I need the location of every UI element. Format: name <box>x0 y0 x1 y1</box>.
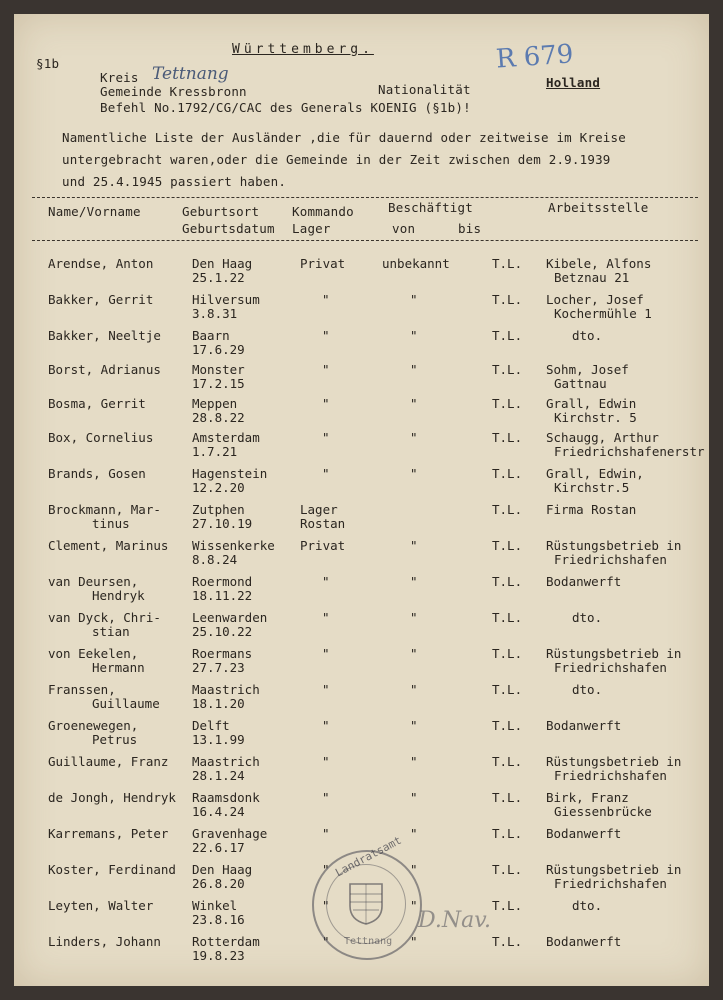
kommando-cell: " <box>322 328 330 343</box>
birthplace-cell: Leenwarden <box>192 610 268 625</box>
birthdate-cell: 22.6.17 <box>192 840 245 855</box>
bis-cell: T.L. <box>492 754 523 769</box>
von-cell: " <box>410 328 418 343</box>
corner-code: §1b <box>36 56 60 71</box>
col-geburtsort: Geburtsort <box>182 204 260 219</box>
birthdate-cell: 1.7.21 <box>192 444 238 459</box>
kommando-cell: " <box>322 430 330 445</box>
kommando-cell: " <box>322 292 330 307</box>
birthplace-cell: Roermond <box>192 574 253 589</box>
birthdate-cell: 16.4.24 <box>192 804 245 819</box>
befehl-line: Befehl No.1792/CG/CAC des Generals KOENIG (§1b)! <box>100 100 471 115</box>
table-row <box>14 256 709 292</box>
kreis-label: Kreis <box>100 70 139 85</box>
table-row <box>14 754 709 790</box>
bis-cell: T.L. <box>492 826 523 841</box>
name-cell: Karremans, Peter <box>48 826 169 841</box>
name-cell-continued: Petrus <box>92 732 138 747</box>
kommando-cell: " <box>322 826 330 841</box>
name-cell: Box, Cornelius <box>48 430 154 445</box>
birthplace-cell: Hagenstein <box>192 466 268 481</box>
name-cell: van Dyck, Chri- <box>48 610 161 625</box>
kreis-handwritten: Tettnang <box>152 64 229 84</box>
col-bis: bis <box>458 221 482 236</box>
birthplace-cell: Hilversum <box>192 292 260 307</box>
von-cell: " <box>410 430 418 445</box>
birthplace-cell: Meppen <box>192 396 238 411</box>
arbeitsstelle-cell: dto. <box>572 898 603 913</box>
von-cell: " <box>410 862 418 877</box>
bis-cell: T.L. <box>492 682 523 697</box>
birthplace-cell: Monster <box>192 362 245 377</box>
col-von: von <box>392 221 416 236</box>
arbeitsstelle-cell: Locher, Josef <box>546 292 644 307</box>
birthdate-cell: 18.1.20 <box>192 696 245 711</box>
table-row <box>14 610 709 646</box>
von-cell: " <box>410 826 418 841</box>
arbeitsstelle-cell-continued: Kirchstr. 5 <box>554 410 637 425</box>
kommando-cell-continued: Rostan <box>300 516 346 531</box>
kommando-cell: " <box>322 396 330 411</box>
arbeitsstelle-cell-continued: Gattnau <box>554 376 607 391</box>
birthplace-cell: Raamsdonk <box>192 790 260 805</box>
birthdate-cell: 26.8.20 <box>192 876 245 891</box>
name-cell: Bakker, Neeltje <box>48 328 161 343</box>
col-arbeitsstelle: Arbeitsstelle <box>548 200 649 215</box>
table-row <box>14 502 709 538</box>
kommando-cell: Privat <box>300 256 346 271</box>
von-cell: " <box>410 790 418 805</box>
von-cell: " <box>410 396 418 411</box>
arbeitsstelle-cell-continued: Friedrichshafenerstr <box>554 444 705 459</box>
intro-line-2: untergebracht waren,oder die Gemeinde in der Zeit zwischen dem 2.9.1939 <box>62 152 611 167</box>
arbeitsstelle-cell: Bodanwerft <box>546 574 622 589</box>
arbeitsstelle-cell: Bodanwerft <box>546 718 622 733</box>
bis-cell: T.L. <box>492 430 523 445</box>
von-cell: " <box>410 538 418 553</box>
bis-cell: T.L. <box>492 362 523 377</box>
arbeitsstelle-cell: Rüstungsbetrieb in <box>546 646 682 661</box>
name-cell-continued: Hermann <box>92 660 145 675</box>
birthdate-cell: 23.8.16 <box>192 912 245 927</box>
birthdate-cell: 25.1.22 <box>192 270 245 285</box>
stamp-top-text: Landratsamt <box>333 833 404 880</box>
von-cell: " <box>410 574 418 589</box>
table-row <box>14 292 709 328</box>
birthplace-cell: Baarn <box>192 328 230 343</box>
col-kommando: Kommando <box>292 204 354 219</box>
birthplace-cell: Amsterdam <box>192 430 260 445</box>
birthdate-cell: 19.8.23 <box>192 948 245 963</box>
birthplace-cell: Maastrich <box>192 682 260 697</box>
bis-cell: T.L. <box>492 718 523 733</box>
von-cell: " <box>410 682 418 697</box>
intro-line-3: und 25.4.1945 passiert haben. <box>62 174 287 189</box>
table-row <box>14 362 709 398</box>
arbeitsstelle-cell: Sohm, Josef <box>546 362 629 377</box>
kommando-cell: " <box>322 574 330 589</box>
arbeitsstelle-cell: Grall, Edwin <box>546 396 637 411</box>
nationalitaet-value: Holland <box>546 75 601 90</box>
birthdate-cell: 12.2.20 <box>192 480 245 495</box>
birthplace-cell: Delft <box>192 718 230 733</box>
bis-cell: T.L. <box>492 538 523 553</box>
birthdate-cell: 17.6.29 <box>192 342 245 357</box>
signature: D.Nav. <box>418 908 492 933</box>
kommando-cell: " <box>322 646 330 661</box>
arbeitsstelle-cell: Firma Rostan <box>546 502 637 517</box>
arbeitsstelle-cell-continued: Giessenbrücke <box>554 804 652 819</box>
birthplace-cell: Maastrich <box>192 754 260 769</box>
table-row <box>14 328 709 364</box>
gemeinde: Gemeinde Kressbronn <box>100 84 247 99</box>
birthplace-cell: Den Haag <box>192 862 253 877</box>
name-cell: Bosma, Gerrit <box>48 396 146 411</box>
name-cell: Brands, Gosen <box>48 466 146 481</box>
nationalitaet-label: Nationalität <box>378 82 471 97</box>
header-divider-bottom <box>32 240 698 241</box>
bis-cell: T.L. <box>492 898 523 913</box>
name-cell: Linders, Johann <box>48 934 161 949</box>
bis-cell: T.L. <box>492 502 523 517</box>
table-row <box>14 396 709 432</box>
birthdate-cell: 28.1.24 <box>192 768 245 783</box>
arbeitsstelle-cell-continued: Friedrichshafen <box>554 876 667 891</box>
arbeitsstelle-cell: Grall, Edwin, <box>546 466 644 481</box>
table-row <box>14 430 709 466</box>
von-cell: " <box>410 754 418 769</box>
birthdate-cell: 27.7.23 <box>192 660 245 675</box>
table-row <box>14 574 709 610</box>
birthdate-cell: 3.8.31 <box>192 306 238 321</box>
name-cell: Arendse, Anton <box>48 256 154 271</box>
name-cell-continued: stian <box>92 624 130 639</box>
name-cell: Borst, Adrianus <box>48 362 161 377</box>
name-cell: Leyten, Walter <box>48 898 154 913</box>
birthdate-cell: 13.1.99 <box>192 732 245 747</box>
name-cell: Clement, Marinus <box>48 538 169 553</box>
kommando-cell: " <box>322 682 330 697</box>
birthdate-cell: 17.2.15 <box>192 376 245 391</box>
kommando-cell: " <box>322 754 330 769</box>
name-cell: Brockmann, Mar- <box>48 502 161 517</box>
bis-cell: T.L. <box>492 292 523 307</box>
kommando-cell: " <box>322 934 330 949</box>
von-cell: " <box>410 362 418 377</box>
name-cell: van Deursen, <box>48 574 139 589</box>
table-row <box>14 790 709 826</box>
arbeitsstelle-cell: Rüstungsbetrieb in <box>546 862 682 877</box>
table-row <box>14 718 709 754</box>
name-cell: Groenewegen, <box>48 718 139 733</box>
bis-cell: T.L. <box>492 466 523 481</box>
table-row <box>14 682 709 718</box>
col-geburtsdatum: Geburtsdatum <box>182 221 275 236</box>
arbeitsstelle-cell-continued: Friedrichshafen <box>554 768 667 783</box>
archive-mark: R 679 <box>495 39 575 75</box>
kommando-cell: " <box>322 898 330 913</box>
von-cell: unbekannt <box>382 256 450 271</box>
von-cell: " <box>410 292 418 307</box>
header-divider-top <box>32 197 698 198</box>
kommando-cell: " <box>322 610 330 625</box>
kommando-cell: " <box>322 718 330 733</box>
arbeitsstelle-cell: Bodanwerft <box>546 826 622 841</box>
von-cell: " <box>410 718 418 733</box>
arbeitsstelle-cell-continued: Kochermühle 1 <box>554 306 652 321</box>
table-row <box>14 538 709 574</box>
kommando-cell: Lager <box>300 502 338 517</box>
birthdate-cell: 27.10.19 <box>192 516 253 531</box>
name-cell: Guillaume, Franz <box>48 754 169 769</box>
col-name: Name/Vorname <box>48 204 141 219</box>
birthplace-cell: Zutphen <box>192 502 245 517</box>
intro-line-1: Namentliche Liste der Ausländer ,die für dauernd oder zeitweise im Kreise <box>62 130 626 145</box>
arbeitsstelle-cell-continued: Betznau 21 <box>554 270 630 285</box>
von-cell: " <box>410 610 418 625</box>
col-lager: Lager <box>292 221 331 236</box>
bis-cell: T.L. <box>492 574 523 589</box>
birthdate-cell: 25.10.22 <box>192 624 253 639</box>
von-cell: " <box>410 934 418 949</box>
arbeitsstelle-cell: Rüstungsbetrieb in <box>546 538 682 553</box>
kommando-cell: " <box>322 790 330 805</box>
arbeitsstelle-cell: Bodanwerft <box>546 934 622 949</box>
birthplace-cell: Rotterdam <box>192 934 260 949</box>
table-row <box>14 466 709 502</box>
arbeitsstelle-cell: Rüstungsbetrieb in <box>546 754 682 769</box>
document-page <box>14 14 709 986</box>
arbeitsstelle-cell: dto. <box>572 328 603 343</box>
bis-cell: T.L. <box>492 646 523 661</box>
bis-cell: T.L. <box>492 256 523 271</box>
official-stamp <box>312 833 422 960</box>
name-cell: de Jongh, Hendryk <box>48 790 176 805</box>
bis-cell: T.L. <box>492 328 523 343</box>
birthdate-cell: 8.8.24 <box>192 552 238 567</box>
arbeitsstelle-cell: dto. <box>572 682 603 697</box>
bis-cell: T.L. <box>492 934 523 949</box>
name-cell: Koster, Ferdinand <box>48 862 176 877</box>
birthdate-cell: 28.8.22 <box>192 410 245 425</box>
arbeitsstelle-cell: Schaugg, Arthur <box>546 430 659 445</box>
birthplace-cell: Winkel <box>192 898 238 913</box>
bis-cell: T.L. <box>492 862 523 877</box>
von-cell: " <box>410 466 418 481</box>
name-cell: Franssen, <box>48 682 116 697</box>
coat-of-arms-icon <box>347 880 385 926</box>
birthplace-cell: Gravenhage <box>192 826 268 841</box>
von-cell: " <box>410 646 418 661</box>
arbeitsstelle-cell-continued: Friedrichshafen <box>554 552 667 567</box>
birthplace-cell: Den Haag <box>192 256 253 271</box>
arbeitsstelle-cell: Birk, Franz <box>546 790 629 805</box>
arbeitsstelle-cell: Kibele, Alfons <box>546 256 652 271</box>
state-title: Württemberg. <box>232 42 374 57</box>
col-beschaeftigt: Beschäftigt <box>388 200 473 215</box>
stamp-bottom-text: Tettnang <box>344 936 393 947</box>
birthdate-cell: 18.11.22 <box>192 588 253 603</box>
arbeitsstelle-cell-continued: Kirchstr.5 <box>554 480 630 495</box>
kommando-cell: " <box>322 362 330 377</box>
bis-cell: T.L. <box>492 396 523 411</box>
name-cell-continued: Guillaume <box>92 696 160 711</box>
birthplace-cell: Roermans <box>192 646 253 661</box>
name-cell-continued: tinus <box>92 516 130 531</box>
bis-cell: T.L. <box>492 790 523 805</box>
von-cell: " <box>410 898 418 913</box>
kommando-cell: " <box>322 862 330 877</box>
kommando-cell: " <box>322 466 330 481</box>
arbeitsstelle-cell: dto. <box>572 610 603 625</box>
name-cell-continued: Hendryk <box>92 588 145 603</box>
table-row <box>14 646 709 682</box>
kommando-cell: Privat <box>300 538 346 553</box>
name-cell: von Eekelen, <box>48 646 139 661</box>
name-cell: Bakker, Gerrit <box>48 292 154 307</box>
arbeitsstelle-cell-continued: Friedrichshafen <box>554 660 667 675</box>
bis-cell: T.L. <box>492 610 523 625</box>
birthplace-cell: Wissenkerke <box>192 538 275 553</box>
